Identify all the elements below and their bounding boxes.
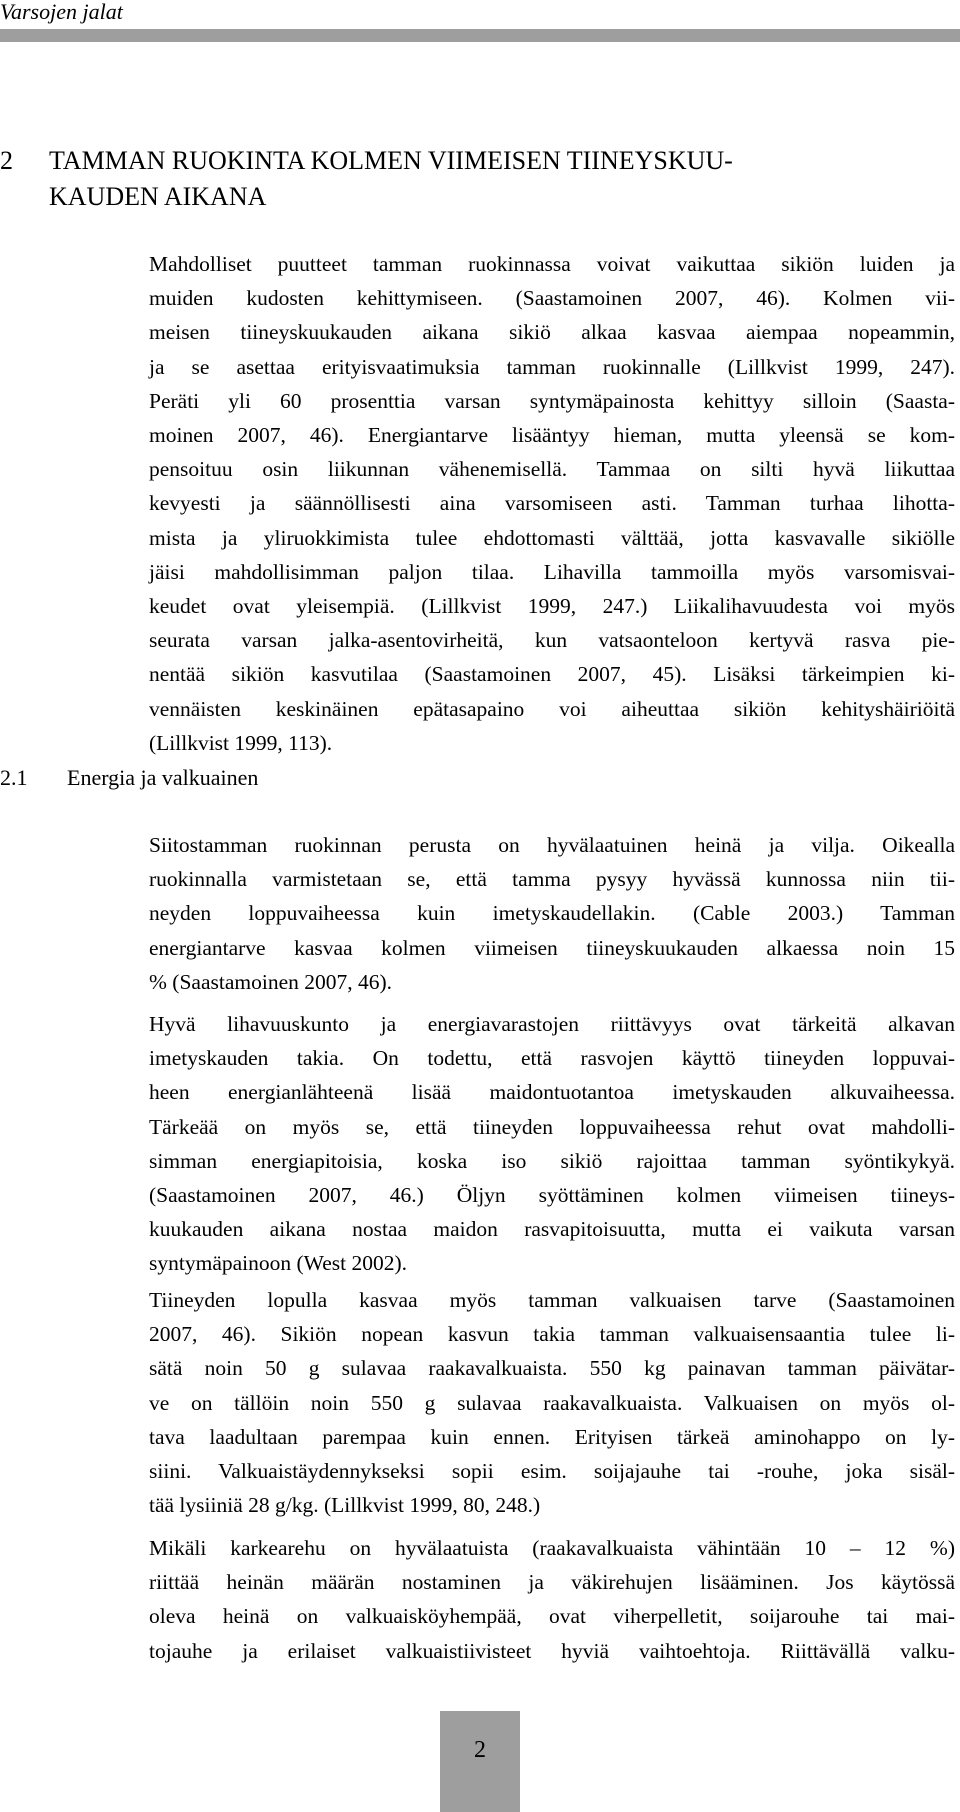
text-line: jäisi mahdollisimman paljon tilaa. Lihavilla tammoilla myös varsomisvai- bbox=[149, 559, 955, 584]
text-line: Mikäli karkearehu on hyvälaatuista (raakavalkuaista vähintään 10 – 12 %) bbox=[149, 1536, 955, 1560]
paragraph bbox=[149, 1007, 955, 1281]
running-head: Varsojen jalat bbox=[0, 0, 123, 24]
text-line: simman energiapitoisia, koska iso sikiö rajoittaa tamman syöntikykyä. bbox=[149, 1148, 955, 1173]
text-line: Mahdolliset puutteet tamman ruokinnassa voivat vaikuttaa sikiön luiden ja bbox=[149, 252, 955, 276]
text-line: kuukauden aikana nostaa maidon rasvapitoisuutta, mutta ei vaikuta varsan bbox=[149, 1217, 955, 1242]
paragraph bbox=[149, 1283, 955, 1522]
section-heading bbox=[0, 763, 258, 793]
text-line: riittää heinän määrän nostaminen ja väkirehujen lisääminen. Jos käytössä bbox=[149, 1570, 955, 1595]
text-line: Hyvä lihavuuskunto ja energiavarastojen riittävyys ovat tärkeitä alkavan bbox=[149, 1012, 955, 1036]
text-line: kevyesti ja säännöllisesti aina varsomiseen asti. Tamman turhaa lihotta- bbox=[149, 491, 955, 516]
paragraph bbox=[149, 247, 955, 760]
text-line: meisen tiineyskuukauden aikana sikiö alkaa kasvaa aiempaa nopeammin, bbox=[149, 320, 955, 345]
text-line: seurata varsan jalka-asentovirheitä, kun vatsaonteloon kertyvä rasva pie- bbox=[149, 628, 955, 653]
text-line: siini. Valkuaistäydennykseksi sopii esim. soijajauhe tai -rouhe, joka sisäl- bbox=[149, 1459, 955, 1484]
chapter-heading bbox=[0, 143, 900, 215]
chapter-title-line: KAUDEN AIKANA bbox=[49, 182, 267, 211]
chapter-title-line: TAMMAN RUOKINTA KOLMEN VIIMEISEN TIINEYSKUU- bbox=[49, 146, 733, 175]
text-line: 2007, 46). Sikiön nopean kasvun takia tamman valkuaisensaantia tulee li- bbox=[149, 1322, 955, 1347]
text-line: muiden kudosten kehittymiseen. (Saastamoinen 2007, 46). Kolmen vii- bbox=[149, 286, 955, 311]
text-line: sätä noin 50 g sulavaa raakavalkuaista. 550 kg painavan tamman päivätar- bbox=[149, 1356, 955, 1381]
text-line: tää lysiiniä 28 g/kg. (Lillkvist 1999, 80, 248.) bbox=[149, 1493, 541, 1518]
text-line: ruokinnalla varmistetaan se, että tamma pysyy hyvässä kunnossa niin tii- bbox=[149, 867, 955, 892]
chapter-number: 2 bbox=[0, 146, 13, 175]
text-line: vennäisten keskinäinen epätasapaino voi aiheuttaa sikiön kehityshäiriöitä bbox=[149, 696, 955, 721]
text-line: Tiineyden lopulla kasvaa myös tamman valkuaisen tarve (Saastamoinen bbox=[149, 1288, 955, 1312]
text-line: tojauhe ja erilaiset valkuaistiivisteet hyviä vaihtoehtoja. Riittävällä valku- bbox=[149, 1638, 955, 1663]
text-line: energiantarve kasvaa kolmen viimeisen tiineyskuukauden alkaessa noin 15 bbox=[149, 935, 955, 960]
text-line: heen energianlähteenä lisää maidontuotantoa imetyskauden alkuvaiheessa. bbox=[149, 1080, 955, 1105]
text-line: % (Saastamoinen 2007, 46). bbox=[149, 969, 393, 994]
section-title: Energia ja valkuainen bbox=[67, 765, 259, 790]
section-number: 2.1 bbox=[0, 765, 28, 790]
page-number-box bbox=[440, 1711, 520, 1812]
text-line: ja se asettaa erityisvaatimuksia tamman ruokinnalle (Lillkvist 1999, 247). bbox=[149, 354, 955, 379]
text-line: mista ja yliruokkimista tulee ehdottomasti välttää, jotta kasvavalle sikiölle bbox=[149, 525, 955, 550]
text-line: (Lillkvist 1999, 113). bbox=[149, 730, 333, 755]
text-line: tava laadultaan parempaa kuin ennen. Erityisen tärkeä aminohappo on ly- bbox=[149, 1424, 955, 1449]
paragraph bbox=[149, 1531, 955, 1668]
text-line: imetyskauden takia. On todettu, että rasvojen käyttö tiineyden loppuvai- bbox=[149, 1046, 955, 1071]
text-line: ve on tällöin noin 550 g sulavaa raakavalkuaista. Valkuaisen on myös ol- bbox=[149, 1390, 955, 1415]
text-line: oleva heinä on valkuaisköyhempää, ovat viherpelletit, soijarouhe tai mai- bbox=[149, 1604, 955, 1629]
header-rule bbox=[0, 29, 960, 42]
paragraph bbox=[149, 828, 955, 999]
text-line: Tärkeää on myös se, että tiineyden loppuvaiheessa rehut ovat mahdolli- bbox=[149, 1114, 955, 1139]
text-line: Siitostamman ruokinnan perusta on hyvälaatuinen heinä ja vilja. Oikealla bbox=[149, 833, 955, 857]
text-line: moinen 2007, 46). Energiantarve lisääntyy hieman, mutta yleensä se kom- bbox=[149, 423, 955, 448]
text-line: (Saastamoinen 2007, 46.) Öljyn syöttäminen kolmen viimeisen tiineys- bbox=[149, 1183, 955, 1208]
text-line: pensoituu osin liikunnan vähenemisellä. Tammaa on silti hyvä liikuttaa bbox=[149, 457, 955, 482]
text-line: keudet ovat yleisempiä. (Lillkvist 1999, 247.) Liikalihavuudesta voi myös bbox=[149, 594, 955, 619]
text-line: Peräti yli 60 prosenttia varsan syntymäpainosta kehittyy silloin (Saasta- bbox=[149, 388, 955, 413]
text-line: neyden loppuvaiheessa kuin imetyskaudellakin. (Cable 2003.) Tamman bbox=[149, 901, 955, 926]
text-line: nentää sikiön kasvutilaa (Saastamoinen 2007, 45). Lisäksi tärkeimpien ki- bbox=[149, 662, 955, 687]
page-number: 2 bbox=[474, 1737, 486, 1763]
text-line: syntymäpainoon (West 2002). bbox=[149, 1251, 408, 1276]
